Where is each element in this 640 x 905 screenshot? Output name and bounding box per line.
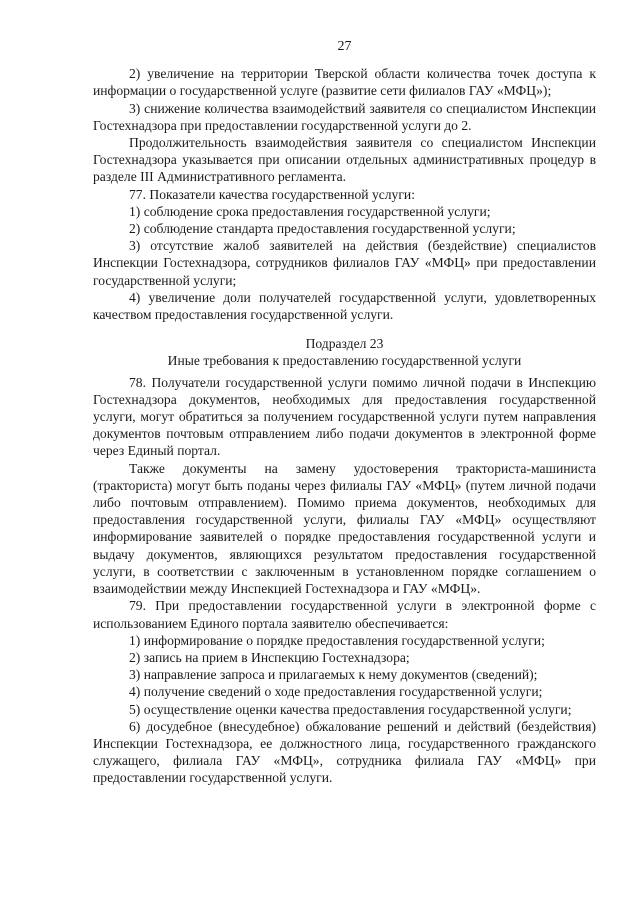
subsection-title: Подраздел 23 <box>305 336 384 352</box>
paragraph: 77. Показатели качества государственной услуги: <box>129 186 415 202</box>
document-page <box>93 38 596 787</box>
paragraph: 3) направление запроса и прилагаемых к нему документов (сведений); <box>129 667 538 683</box>
paragraph: 78. Получатели государственной услуги помимо личной подачи в Инспекцию Гостехнадзора документов, необходимых для предоставления государственной услуги, могут обратиться за получением государственной услуги путем направления документов почтовым отправлением либо подачи документов в электронной форме через Единый портал. <box>93 374 596 459</box>
paragraph: 6) досудебное (внесудебное) обжалование решений и действий (бездействия) Инспекции Гостехнадзора, ее должностного лица, государственного гражданского служащего, филиала ГАУ «МФЦ», сотрудника филиала ГАУ «МФЦ» при предоставлении государственной услуги. <box>93 718 596 786</box>
paragraph: 4) увеличение доли получателей государственной услуги, удовлетворенных качеством предоставления государственной услуги. <box>93 289 596 323</box>
paragraph: 4) получение сведений о ходе предоставления государственной услуги; <box>129 684 543 700</box>
paragraph: 79. При предоставлении государственной услуги в электронной форме с использованием Единого портала заявителю обеспечивается: <box>93 598 596 631</box>
paragraph: Также документы на замену удостоверения тракториста-машиниста (тракториста) могут быть поданы через филиалы ГАУ «МФЦ» (путем личной подачи либо почтовым отправлением). Помимо приема документов, необходимых для предоставления государственной услуги, филиалы ГАУ «МФЦ» осуществляют информирование заявителей о порядке предоставления государственной услуги и выдачу документов, являющихся результатом предоставления государственной услуги, в соответствии с заключенным в установленном порядке соглашением о взаимодействии между Инспекцией Гостехнадзора и ГАУ «МФЦ». <box>93 460 596 597</box>
paragraph: 5) осуществление оценки качества предоставления государственной услуги; <box>129 701 572 717</box>
paragraph: 2) увеличение на территории Тверской области количества точек доступа к информации о государственной услуге (развитие сети филиалов ГАУ «МФЦ»); <box>93 66 596 99</box>
paragraph: 3) отсутствие жалоб заявителей на действия (бездействие) специалистов Инспекции Гостехнадзора, сотрудников филиалов ГАУ «МФЦ» при предоставлении государственной услуги; <box>93 238 596 288</box>
paragraph: Продолжительность взаимодействия заявителя со специалистом Инспекции Гостехнадзора указывается при описании отдельных административных процедур в разделе III Административного регламента. <box>93 135 596 185</box>
paragraph: 2) соблюдение стандарта предоставления государственной услуги; <box>129 221 516 237</box>
paragraph: 3) снижение количества взаимодействий заявителя со специалистом Инспекции Гостехнадзора при предоставлении государственной услуги до 2. <box>93 100 596 133</box>
paragraph: 2) запись на прием в Инспекцию Гостехнадзора; <box>129 649 410 665</box>
paragraph: 1) соблюдение срока предоставления государственной услуги; <box>129 203 491 219</box>
subsection-subtitle: Иные требования к предоставлению государственной услуги <box>167 353 522 369</box>
paragraph: 1) информирование о порядке предоставления государственной услуги; <box>129 632 545 648</box>
page-number: 27 <box>337 39 352 54</box>
